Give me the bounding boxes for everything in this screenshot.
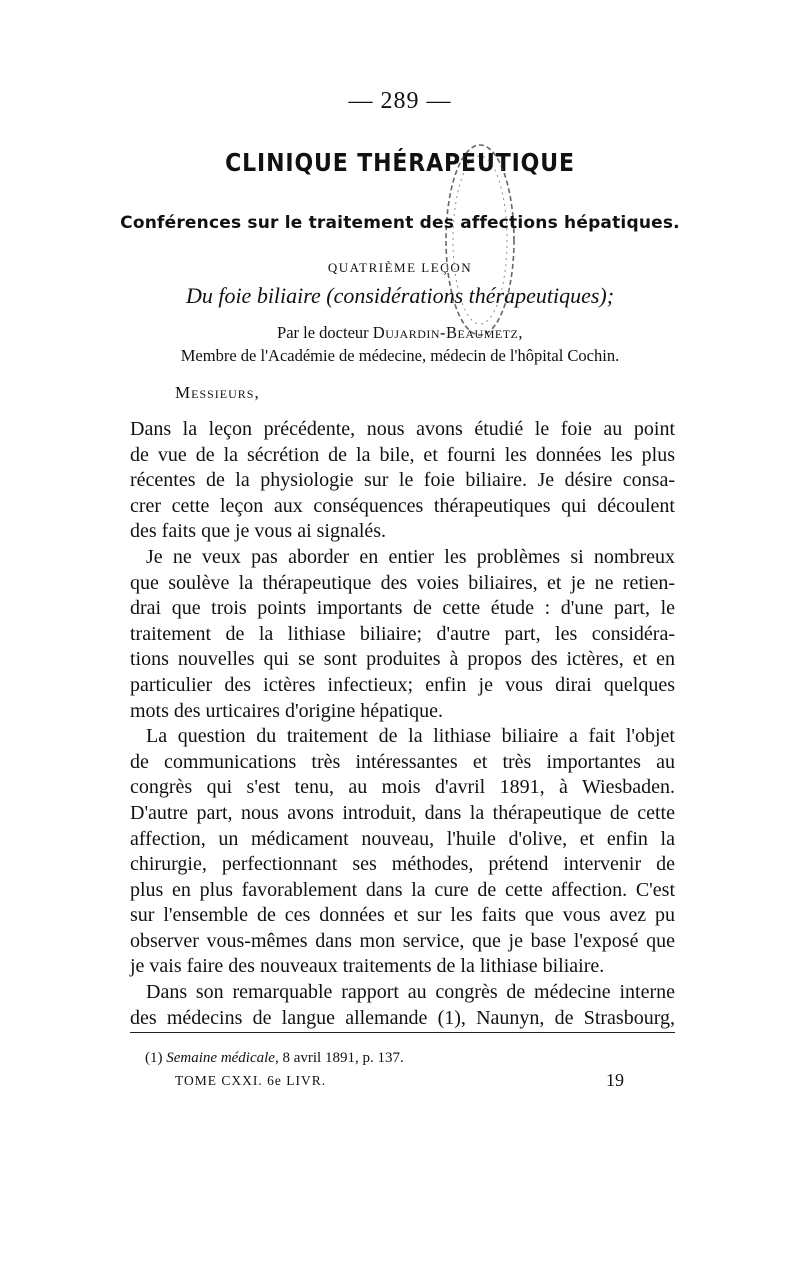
author-name: Dujardin-Beaumetz, — [372, 323, 523, 342]
text-line: chirurgie, perfectionnant ses méthodes, prétend intervenir de — [130, 853, 675, 876]
text-line: de communications très intéressantes et très importantes au — [130, 750, 675, 773]
text-line: drai que trois points importants de cette étude : d'une part, le — [130, 597, 675, 620]
salutation: Messieurs, — [175, 383, 260, 402]
section-heading: CLINIQUE THÉRAPEUTIQUE — [225, 148, 575, 177]
text-line: Dans son remarquable rapport au congrès de médecine interne — [146, 981, 675, 1004]
author-byline — [0, 323, 800, 343]
byline-prefix: Par le docteur — [277, 323, 373, 342]
text-line: particulier des ictères infectieux; enfin je vous dirai quelques — [130, 673, 675, 696]
text-line: Je ne veux pas aborder en entier les problèmes si nombreux — [146, 545, 675, 568]
text-line: traitement de la lithiase biliaire; d'autre part, les considéra- — [130, 622, 675, 645]
text-line: récentes de la physiologie sur le foie biliaire. Je désire consa- — [130, 469, 675, 492]
lesson-topic: Du foie biliaire (considérations thérapeutiques); — [185, 283, 615, 308]
body-text — [130, 417, 675, 1031]
text-line: affection, un médicament nouveau, l'huile d'olive, et enfin la — [130, 827, 675, 850]
author-affiliation: Membre de l'Académie de médecine, médecin de l'hôpital Cochin. — [180, 346, 620, 365]
text-line: des médecins de langue allemande (1), Naunyn, de Strasbourg, — [130, 1006, 675, 1029]
page-number: — 289 — — [348, 88, 452, 114]
footnote-details: , 8 avril 1891, p. 137. — [274, 1050, 404, 1066]
text-line: D'autre part, nous avons introduit, dans la thérapeutique de cette — [130, 801, 675, 824]
text-line: Dans la leçon précédente, nous avons étudié le foie au point — [130, 418, 675, 440]
text-line: tions nouvelles qui se sont produites à propos des ictères, et en — [130, 648, 675, 671]
footnote-source: Semaine médicale — [166, 1050, 275, 1066]
signature-number: 19 — [606, 1070, 624, 1090]
text-line: observer vous-mêmes dans mon service, que je base l'exposé que — [130, 929, 675, 952]
text-line: de vue de la sécrétion de la bile, et fourni les données les plus — [130, 443, 675, 466]
text-line: que soulève la thérapeutique des voies biliaires, et je ne retien- — [130, 571, 675, 594]
text-line: je vais faire des nouveaux traitements de la lithiase biliaire. — [130, 955, 605, 978]
footnote-rule — [130, 1032, 675, 1033]
footnote — [145, 1050, 404, 1067]
conference-title: Conférences sur le traitement des affections hépatiques. — [120, 213, 680, 233]
text-line: crer cette leçon aux conséquences thérapeutiques qui découlent — [130, 494, 675, 517]
text-line: des faits que je vous ai signalés. — [130, 520, 387, 543]
text-line: congrès qui s'est tenu, au mois d'avril 1891, à Wiesbaden. — [130, 776, 675, 799]
volume-signature: TOME CXXI. 6e LIVR. — [175, 1073, 327, 1088]
text-line: mots des urticaires d'origine hépatique. — [130, 699, 443, 722]
text-line: plus en plus favorablement dans la cure de cette affection. C'est — [130, 878, 675, 901]
text-line: sur l'ensemble de ces données et sur les faits que vous avez pu — [130, 904, 675, 927]
text-line: La question du traitement de la lithiase biliaire a fait l'objet — [146, 725, 675, 748]
footnote-mark: (1) — [145, 1050, 167, 1066]
lesson-label: QUATRIÈME LEÇON — [327, 260, 473, 275]
library-stamp — [440, 135, 520, 345]
